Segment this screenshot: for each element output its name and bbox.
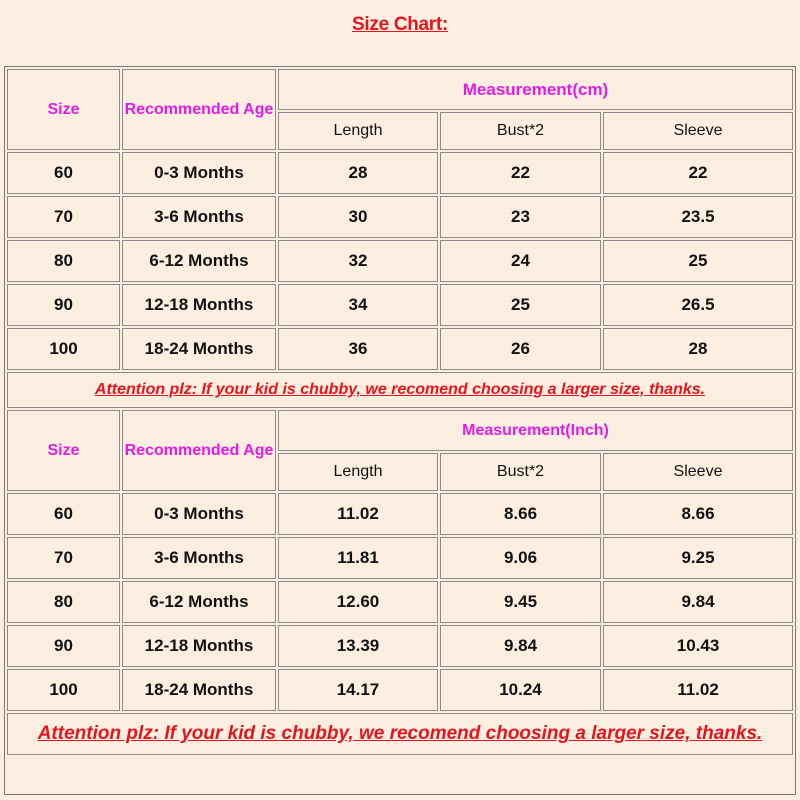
bust-cell: 9.84 — [440, 625, 601, 667]
size-cell: 60 — [7, 152, 120, 194]
size-chart — [4, 66, 796, 795]
table-row — [7, 493, 793, 535]
length-cell: 34 — [278, 284, 438, 326]
length-cell: 11.81 — [278, 537, 438, 579]
bust-cell: 22 — [440, 152, 601, 194]
sleeve-cell: 9.25 — [603, 537, 793, 579]
size-cell: 100 — [7, 669, 120, 711]
table-row — [7, 196, 793, 238]
table-row — [7, 537, 793, 579]
sleeve-cell: 8.66 — [603, 493, 793, 535]
length-cell: 36 — [278, 328, 438, 370]
page-title: Size Chart: — [352, 14, 448, 35]
sleeve-cell: 28 — [603, 328, 793, 370]
length-cell: 13.39 — [278, 625, 438, 667]
size-cell: 100 — [7, 328, 120, 370]
cm-age-header: Recommended Age — [122, 69, 276, 150]
bust-cell: 10.24 — [440, 669, 601, 711]
age-cell: 12-18 Months — [122, 625, 276, 667]
inch-age-header: Recommended Age — [122, 410, 276, 491]
inch-attention-note: Attention plz: If your kid is chubby, we recomend choosing a larger size, thanks. — [7, 713, 793, 755]
cm-measurement-header: Measurement(cm) — [278, 69, 793, 110]
size-cell: 80 — [7, 581, 120, 623]
age-cell: 0-3 Months — [122, 152, 276, 194]
cm-size-header: Size — [7, 69, 120, 150]
length-cell: 30 — [278, 196, 438, 238]
inch-size-header: Size — [7, 410, 120, 491]
age-cell: 18-24 Months — [122, 669, 276, 711]
sleeve-cell: 22 — [603, 152, 793, 194]
age-cell: 18-24 Months — [122, 328, 276, 370]
inch-bust-header: Bust*2 — [440, 453, 601, 491]
size-cell: 70 — [7, 196, 120, 238]
cm-bust-header: Bust*2 — [440, 112, 601, 150]
inch-measurement-header: Measurement(Inch) — [278, 410, 793, 451]
bust-cell: 8.66 — [440, 493, 601, 535]
table-row — [7, 669, 793, 711]
sleeve-cell: 10.43 — [603, 625, 793, 667]
cm-length-header: Length — [278, 112, 438, 150]
bust-cell: 9.45 — [440, 581, 601, 623]
length-cell: 11.02 — [278, 493, 438, 535]
table-row — [7, 152, 793, 194]
inch-length-header: Length — [278, 453, 438, 491]
table-row — [7, 240, 793, 282]
table-row — [7, 581, 793, 623]
size-cell: 90 — [7, 284, 120, 326]
cm-attention-note: Attention plz: If your kid is chubby, we recomend choosing a larger size, thanks. — [7, 372, 793, 408]
age-cell: 3-6 Months — [122, 537, 276, 579]
length-cell: 32 — [278, 240, 438, 282]
sleeve-cell: 26.5 — [603, 284, 793, 326]
table-row — [7, 625, 793, 667]
size-cell: 90 — [7, 625, 120, 667]
size-cell: 80 — [7, 240, 120, 282]
age-cell: 6-12 Months — [122, 240, 276, 282]
bust-cell: 24 — [440, 240, 601, 282]
cm-sleeve-header: Sleeve — [603, 112, 793, 150]
size-cell: 70 — [7, 537, 120, 579]
sleeve-cell: 25 — [603, 240, 793, 282]
age-cell: 3-6 Months — [122, 196, 276, 238]
age-cell: 0-3 Months — [122, 493, 276, 535]
length-cell: 12.60 — [278, 581, 438, 623]
table-row — [7, 284, 793, 326]
size-table — [5, 67, 795, 757]
table-row — [7, 328, 793, 370]
bust-cell: 25 — [440, 284, 601, 326]
sleeve-cell: 11.02 — [603, 669, 793, 711]
bust-cell: 23 — [440, 196, 601, 238]
age-cell: 12-18 Months — [122, 284, 276, 326]
sleeve-cell: 23.5 — [603, 196, 793, 238]
length-cell: 14.17 — [278, 669, 438, 711]
bust-cell: 26 — [440, 328, 601, 370]
age-cell: 6-12 Months — [122, 581, 276, 623]
inch-sleeve-header: Sleeve — [603, 453, 793, 491]
length-cell: 28 — [278, 152, 438, 194]
sleeve-cell: 9.84 — [603, 581, 793, 623]
bust-cell: 9.06 — [440, 537, 601, 579]
size-cell: 60 — [7, 493, 120, 535]
